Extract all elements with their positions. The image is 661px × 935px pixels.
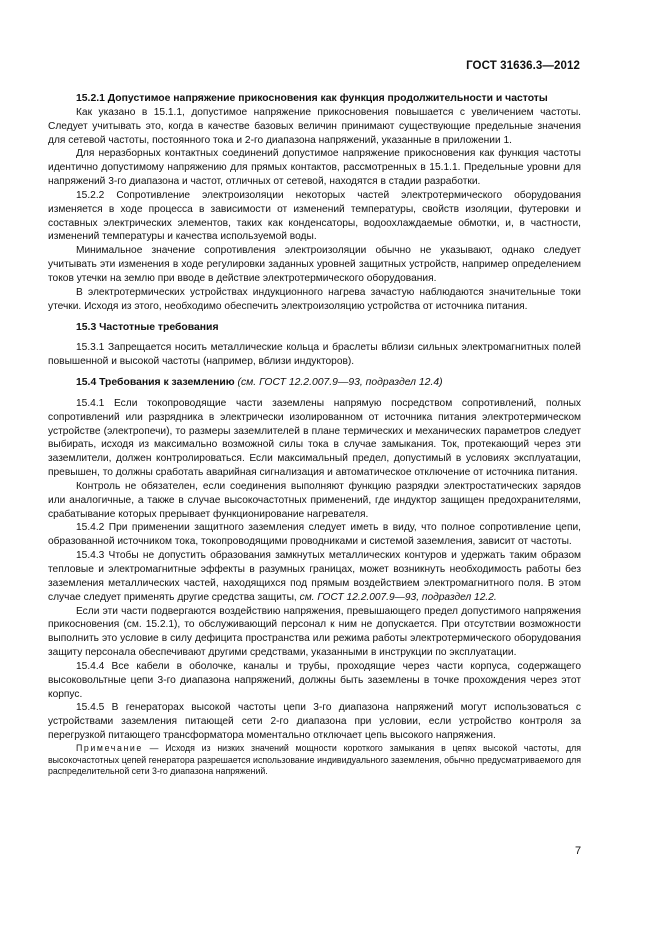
paragraph: Как указано в 15.1.1, допустимое напряжение прикосновения повышается с увеличением частоты. Следует учитывать это, когда в качестве базовых величин принимают существующие предельные значения для сетевой частоты, постоянного тока и 2-го диапазона напряжений, указанные в приложении 1.	[48, 106, 581, 146]
paragraph: В электротермических устройствах индукционного нагрева зачастую наблюдаются значительные токи утечки. Исходя из этого, необходимо обеспечить электроизоляцию устройства от источника питания.	[48, 286, 581, 312]
document-header: ГОСТ 31636.3—2012	[466, 60, 580, 72]
paragraph: Для неразборных контактных соединений допустимое напряжение прикосновения как функция частоты идентично допустимому напряжению для прямых контактов, рассмотренных в 15.1.1. Предельные уровни для напряжений 3-го диапазона и частот, отличных от сетевой, находятся в стадии разработки.	[48, 148, 581, 188]
paragraph: Минимальное значение сопротивления электроизоляции обычно не указывают, однако следует учитывать эти изменения в ходе регулировки заданных уровней защитных устройств, например определением токов утечки на землю при вводе в действие электротермического оборудования.	[48, 245, 581, 284]
paragraph	[48, 549, 581, 604]
note-label: Примечание	[76, 742, 143, 753]
standard-reference: см. ГОСТ 12.2.007.9—93, подраздел 12.2.	[299, 591, 497, 603]
heading-15-4	[48, 376, 581, 390]
heading-15-4-reference: (см. ГОСТ 12.2.007.9—93, подраздел 12.4)	[237, 377, 443, 389]
paragraph: 15.2.2 Сопротивление электроизоляции некоторых частей электротермического оборудования изменяется в ходе процесса в зависимости от изменений температуры, свойств изоляции, футеровки и составных электрических элементов, таких как конденсаторы, водоохлаждаемые обмотки, и, в частности, изменений температуры и качества используемой воды.	[48, 189, 581, 243]
heading-15-2-1: 15.2.1 Допустимое напряжение прикосновения как функция продолжительности и частоты	[76, 93, 548, 104]
paragraph: 15.3.1 Запрещается носить металлические кольца и браслеты вблизи сильных электромагнитных полей повышенной и высокой частоты (например, вблизи индукторов).	[48, 342, 581, 368]
paragraph: 15.4.2 При применении защитного заземления следует иметь в виду, что полное сопротивление цепи, образованной источником тока, токопроводящими проводниками и системой заземления, зависит от частоты.	[48, 522, 581, 548]
paragraph: Контроль не обязателен, если соединения выполняют функцию разрядки электростатических зарядов или аналогичные, а также в случае высокочастотных применений, где индуктор защищен предохранителями, срабатывание которых прерывает функционирование нагревателя.	[48, 480, 581, 520]
note-text: — Исходя из низких значений мощности короткого замыкания в цепях высокой частоты, для высокочастотных цепей генератора разрешается использование индивидуального заземления, обычно предусматриваемого для распределительной сети 3-го диапазона напряжений.	[48, 742, 581, 777]
paragraph: 15.4.1 Если токопроводящие части заземлены напрямую посредством сопротивлений, полных сопротивлений или разрядника в электрически изолированном от источника питания электротермическом устройстве (электропечи), то размеры заземлителей в плане термических и механических параметров следует выбирать, исходя из максимально возможной силы тока в случае замыкания. Ток, протекающий через эти заземлители, должен контролироваться. Если максимальный предел, допустимый в условиях эксплуатации, превышен, то должны сработать аварийная сигнализация и автоматическое отключение от источника питания.	[48, 397, 581, 479]
page-number: 7	[575, 845, 582, 857]
paragraph: 15.4.5 В генераторах высокой частоты цепи 3-го диапазона напряжений могут использоваться с устройствами заземления питающей сети 2-го диапазона при условии, если устройство контроля за перегрузкой питающего трансформатора моментально отключает цепь высокого напряжения.	[48, 702, 581, 742]
heading-15-4-title: 15.4 Требования к заземлению	[76, 377, 235, 389]
paragraph-text: 15.4.3 Чтобы не допустить образования замкнутых металлических контуров и удержать таким образом тепловые и электромагнитные эффекты в разумных границах, может возникнуть необходимость работы без заземления металлических частей, находящихся под прямым воздействием электромагнитного поля. В этом случае следует применять другие средства защиты,	[48, 550, 581, 603]
paragraph: Если эти части подвергаются воздействию напряжения, превышающего предел допустимого напряжения прикосновения (см. 15.2.1), то обслуживающий персонал к ним не допускается. При отсутствии возможности выполнить это условие в силу дефицита пространства или режима работы электротермического оборудования защиту персонала обеспечивают другими средствами, указанными в инструкции по эксплуатации.	[48, 605, 581, 659]
document-body	[48, 92, 581, 778]
paragraph: 15.4.4 Все кабели в оболочке, каналы и трубы, проходящие через части корпуса, содержащего высоковольтные цепи 3-го диапазона напряжений, должны быть заземлены в точке прохождения через этот корпус.	[48, 660, 581, 700]
heading-15-3: 15.3 Частотные требования	[76, 321, 219, 333]
note	[48, 743, 581, 778]
